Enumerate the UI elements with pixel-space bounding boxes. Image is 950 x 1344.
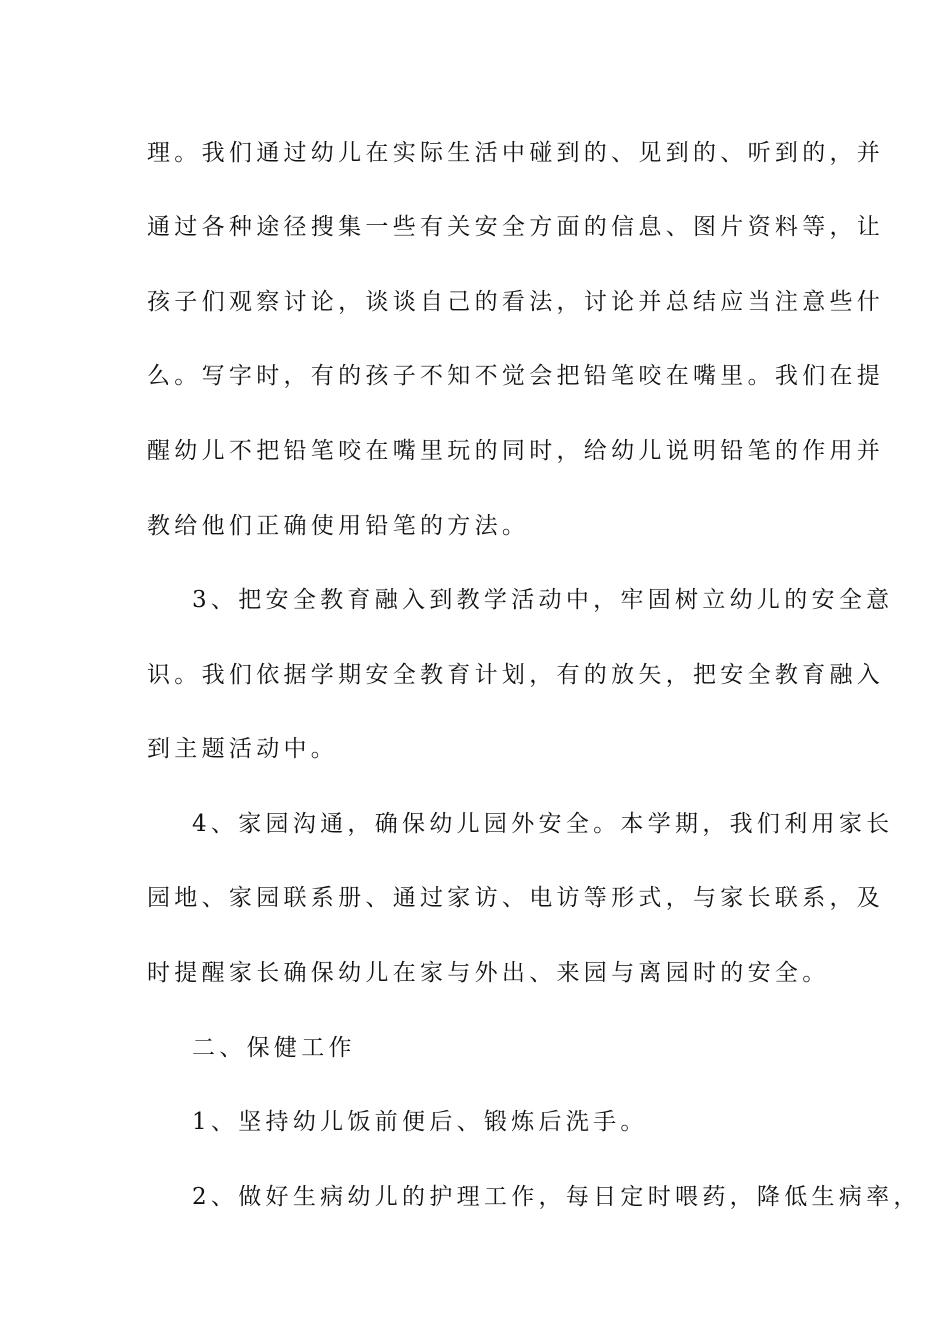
text-line: 么。写字时，有的孩子不知不觉会把铅笔咬在嘴里。我们在提 [147,363,885,389]
section-heading: 二、保健工作 [192,1035,356,1061]
text-line: 通过各种途径搜集一些有关安全方面的信息、图片资料等，让 [147,214,885,240]
text-line: 到主题活动中。 [147,736,339,762]
text-line: 教给他们正确使用铅笔的方法。 [147,513,530,539]
text-line: 园地、家园联系册、通过家访、电访等形式，与家长联系，及 [147,885,885,911]
text-line: 孩子们观察讨论，谈谈自己的看法，讨论并总结应当注意些什 [147,289,885,315]
text-line: 理。我们通过幼儿在实际生活中碰到的、见到的、听到的，并 [147,140,885,166]
list-item: 1、坚持幼儿饭前便后、锻炼后洗手。 [192,1109,648,1135]
text-line: 时提醒家长确保幼儿在家与外出、来园与离园时的安全。 [147,960,830,986]
paragraph-3-first-line: 3、把安全教育融入到教学活动中，牢固树立幼儿的安全意 [192,587,894,613]
paragraph-4-first-line: 4、家园沟通，确保幼儿园外安全。本学期，我们利用家长 [192,811,894,837]
text-line: 醒幼儿不把铅笔咬在嘴里玩的同时，给幼儿说明铅笔的作用并 [147,438,885,464]
list-item: 2、做好生病幼儿的护理工作，每日定时喂药，降低生病率， [192,1184,921,1210]
text-line: 识。我们依据学期安全教育计划，有的放矢，把安全教育融入 [147,662,885,688]
